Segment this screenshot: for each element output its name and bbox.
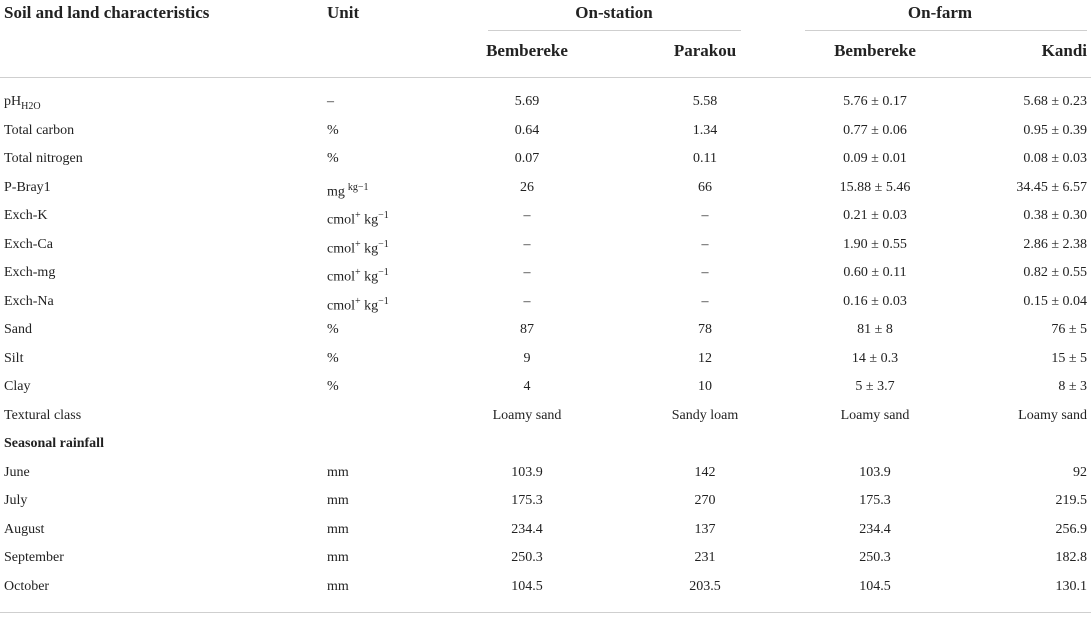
row-value-3: 1.90 ± 0.55 bbox=[843, 236, 907, 252]
table-row bbox=[0, 573, 1091, 601]
row-value-1: 175.3 bbox=[511, 493, 543, 508]
row-unit bbox=[327, 573, 349, 601]
row-label bbox=[4, 117, 74, 145]
row-unit bbox=[327, 373, 339, 401]
row-value-3: 104.5 bbox=[859, 578, 891, 594]
row-value-1: 250.3 bbox=[511, 550, 543, 565]
row-label bbox=[4, 516, 44, 544]
row-value-4: 0.08 ± 0.03 bbox=[1023, 151, 1087, 166]
row-unit-unit-tail-sup: −1 bbox=[378, 238, 389, 250]
row-value-4: 15 ± 5 bbox=[1051, 350, 1087, 366]
row-unit-unit-sup: + bbox=[355, 238, 361, 250]
row-value-4: 182.8 bbox=[1055, 550, 1087, 565]
header-unit: Unit bbox=[327, 3, 360, 22]
row-label bbox=[4, 573, 49, 601]
row-label bbox=[4, 459, 30, 487]
row-label bbox=[4, 231, 53, 259]
row-unit-unit: cmol bbox=[327, 212, 355, 228]
row-value-3: 103.9 bbox=[859, 464, 891, 480]
row-value-1: 4 bbox=[523, 379, 531, 394]
row-unit-unit: mm bbox=[327, 464, 349, 480]
row-value-3: 0.09 ± 0.01 bbox=[843, 151, 907, 166]
table-row bbox=[0, 459, 1091, 487]
row-value-2: 5.58 bbox=[692, 94, 718, 109]
table-row bbox=[0, 231, 1091, 259]
row-value-1: 234.4 bbox=[511, 521, 543, 537]
table-row bbox=[0, 516, 1091, 544]
row-value-1: 26 bbox=[520, 179, 534, 195]
header-characteristics: Soil and land characteristics bbox=[4, 3, 210, 22]
row-value-2: 270 bbox=[694, 493, 716, 508]
row-label-text: Clay bbox=[4, 379, 31, 394]
row-value-1: 103.9 bbox=[511, 464, 543, 480]
row-unit-unit: % bbox=[327, 151, 339, 166]
row-label bbox=[4, 174, 51, 202]
row-unit-unit: % bbox=[327, 122, 339, 138]
row-unit bbox=[327, 487, 349, 515]
row-value-4: 130.1 bbox=[1055, 578, 1087, 594]
row-unit-unit: mg bbox=[327, 184, 345, 200]
row-unit-unit: mm bbox=[327, 578, 349, 594]
row-label-text: August bbox=[4, 521, 45, 537]
row-value-3: 5 ± 3.7 bbox=[855, 379, 895, 394]
row-unit bbox=[327, 345, 339, 373]
row-value-4: 2.86 ± 2.38 bbox=[1023, 236, 1087, 252]
row-label bbox=[4, 544, 64, 572]
row-unit bbox=[327, 316, 339, 344]
row-value-1: 5.69 bbox=[514, 94, 540, 109]
row-value-4: 0.15 ± 0.04 bbox=[1023, 293, 1087, 309]
row-value-2: 142 bbox=[694, 464, 716, 480]
row-value-4: 8 ± 3 bbox=[1058, 379, 1087, 394]
row-label-text: June bbox=[4, 464, 30, 480]
row-label bbox=[4, 202, 48, 230]
header-bottom-rule bbox=[0, 77, 1091, 78]
row-unit bbox=[327, 516, 349, 544]
row-value-2: – bbox=[701, 236, 709, 252]
row-value-3: 15.88 ± 5.46 bbox=[839, 179, 911, 195]
table-row bbox=[0, 373, 1091, 401]
row-label bbox=[4, 288, 54, 316]
row-value-2: 12 bbox=[698, 350, 712, 366]
header-kandi-farm: Kandi bbox=[1041, 41, 1087, 60]
row-value-2: – bbox=[701, 208, 709, 223]
table-row bbox=[0, 487, 1091, 515]
row-value-1: – bbox=[523, 293, 531, 309]
row-value-1: 87 bbox=[520, 322, 534, 337]
row-label-text: Exch-K bbox=[4, 208, 48, 223]
row-value-3: 5.76 ± 0.17 bbox=[843, 94, 907, 109]
row-value-4: 5.68 ± 0.23 bbox=[1023, 94, 1087, 109]
row-unit-unit-tail-sup: −1 bbox=[378, 295, 389, 307]
table-row bbox=[0, 402, 1091, 430]
row-value-2: – bbox=[701, 293, 709, 309]
row-unit-unit: cmol bbox=[327, 269, 355, 285]
row-value-2: – bbox=[701, 265, 709, 280]
row-value-3: 234.4 bbox=[859, 521, 891, 537]
row-value-2: 0.11 bbox=[693, 151, 717, 166]
table-row bbox=[0, 88, 1091, 116]
row-unit bbox=[327, 145, 339, 173]
row-label-text: Exch-Ca bbox=[4, 236, 53, 252]
row-label bbox=[4, 487, 27, 515]
row-label bbox=[4, 316, 32, 344]
header-parakou-station: Parakou bbox=[673, 41, 737, 60]
row-label bbox=[4, 345, 23, 373]
row-label-subscript: H2O bbox=[21, 100, 41, 112]
row-unit bbox=[327, 88, 334, 116]
row-label-text: September bbox=[4, 550, 64, 565]
row-value-1: 9 bbox=[523, 350, 531, 366]
row-value-2: 137 bbox=[694, 521, 716, 537]
row-unit-unit-sup: + bbox=[355, 295, 361, 307]
row-label bbox=[4, 145, 83, 173]
header-bembereke-station: Bembereke bbox=[486, 41, 568, 60]
row-value-3: 250.3 bbox=[859, 550, 891, 565]
row-label-text: Total nitrogen bbox=[4, 151, 83, 166]
row-label-text: Textural class bbox=[4, 407, 82, 423]
row-label-text: pH bbox=[4, 94, 22, 109]
row-value-3: Loamy sand bbox=[840, 407, 910, 423]
row-unit bbox=[327, 459, 349, 487]
row-unit-unit-tail-sup: −1 bbox=[378, 267, 389, 278]
table-row bbox=[0, 345, 1091, 373]
header-on-station: On-station bbox=[575, 3, 653, 22]
row-value-4: 256.9 bbox=[1055, 521, 1087, 537]
row-unit-unit: cmol bbox=[327, 241, 355, 257]
row-value-1: 0.64 bbox=[514, 122, 540, 138]
row-label-text: October bbox=[4, 578, 50, 594]
row-value-3: 0.60 ± 0.11 bbox=[843, 265, 907, 280]
row-label-text: Silt bbox=[4, 350, 24, 366]
row-unit-unit-tail: kg bbox=[360, 298, 379, 314]
row-value-2: 66 bbox=[698, 179, 712, 195]
row-unit-unit-tail: kg bbox=[360, 269, 379, 285]
row-value-1: Loamy sand bbox=[492, 407, 562, 423]
table-row bbox=[0, 288, 1091, 316]
row-value-4: 0.38 ± 0.30 bbox=[1023, 208, 1087, 223]
row-unit-unit-sup: + bbox=[355, 210, 361, 221]
row-value-4: 0.82 ± 0.55 bbox=[1023, 265, 1087, 280]
row-unit-unit: % bbox=[327, 379, 339, 394]
row-unit-unit: mm bbox=[327, 550, 349, 565]
row-unit bbox=[327, 544, 349, 572]
on-farm-rule bbox=[805, 30, 1087, 31]
row-unit-unit-tail: kg bbox=[360, 241, 379, 257]
row-label-text: July bbox=[4, 493, 28, 508]
row-value-2: 231 bbox=[694, 550, 716, 565]
row-value-2: 78 bbox=[698, 322, 712, 337]
row-unit-unit-sup: kg−1 bbox=[347, 181, 369, 193]
table-row bbox=[0, 259, 1091, 287]
row-label bbox=[4, 259, 55, 287]
row-value-3: 0.77 ± 0.06 bbox=[843, 122, 907, 138]
row-label-text: Total carbon bbox=[4, 122, 75, 138]
row-label-text: Sand bbox=[4, 322, 32, 337]
row-label-text: Seasonal rainfall bbox=[4, 436, 104, 451]
row-value-2: 10 bbox=[698, 379, 712, 394]
row-value-4: 0.95 ± 0.39 bbox=[1023, 122, 1087, 138]
row-value-4: Loamy sand bbox=[1018, 407, 1087, 423]
section-header-row bbox=[0, 430, 1091, 458]
row-value-3: 0.16 ± 0.03 bbox=[843, 293, 907, 309]
row-value-1: – bbox=[523, 236, 531, 252]
row-label-text: Exch-mg bbox=[4, 265, 56, 280]
table-row bbox=[0, 117, 1091, 145]
row-unit-unit: – bbox=[327, 94, 334, 109]
row-value-1: 104.5 bbox=[511, 578, 543, 594]
row-label bbox=[4, 373, 30, 401]
row-unit-unit-sup: + bbox=[355, 267, 361, 278]
table-row bbox=[0, 145, 1091, 173]
header-on-farm: On-farm bbox=[907, 3, 973, 22]
row-unit-unit: % bbox=[327, 322, 339, 337]
row-label bbox=[4, 402, 81, 430]
header-bembereke-farm: Bembereke bbox=[834, 41, 916, 60]
row-value-2: 1.34 bbox=[692, 122, 718, 138]
row-value-3: 81 ± 8 bbox=[857, 322, 893, 337]
row-value-1: 0.07 bbox=[514, 151, 540, 166]
row-unit-unit-tail-sup: −1 bbox=[378, 210, 389, 221]
row-unit-unit: % bbox=[327, 350, 339, 366]
on-station-rule bbox=[488, 30, 741, 31]
table-row bbox=[0, 316, 1091, 344]
row-unit-unit: cmol bbox=[327, 298, 355, 314]
row-label-text: P-Bray1 bbox=[4, 179, 51, 195]
row-unit-unit-tail: kg bbox=[360, 212, 379, 228]
row-value-1: – bbox=[523, 265, 531, 280]
row-value-4: 76 ± 5 bbox=[1051, 322, 1087, 337]
row-unit-unit: mm bbox=[327, 521, 349, 537]
row-unit bbox=[327, 117, 339, 145]
row-value-3: 14 ± 0.3 bbox=[851, 350, 899, 366]
row-value-2: 203.5 bbox=[689, 578, 721, 594]
row-label-text: Exch-Na bbox=[4, 293, 54, 309]
table-row bbox=[0, 544, 1091, 572]
row-value-1: – bbox=[523, 208, 531, 223]
table-bottom-rule bbox=[0, 612, 1091, 613]
row-value-3: 0.21 ± 0.03 bbox=[843, 208, 907, 223]
row-unit-unit: mm bbox=[327, 493, 349, 508]
row-value-4: 34.45 ± 6.57 bbox=[1016, 179, 1087, 195]
row-label bbox=[4, 430, 104, 458]
table-row bbox=[0, 174, 1091, 202]
row-value-2: Sandy loam bbox=[671, 407, 739, 423]
row-value-4: 92 bbox=[1073, 464, 1087, 480]
row-value-4: 219.5 bbox=[1055, 493, 1087, 508]
table-row bbox=[0, 202, 1091, 230]
row-value-3: 175.3 bbox=[859, 493, 891, 508]
